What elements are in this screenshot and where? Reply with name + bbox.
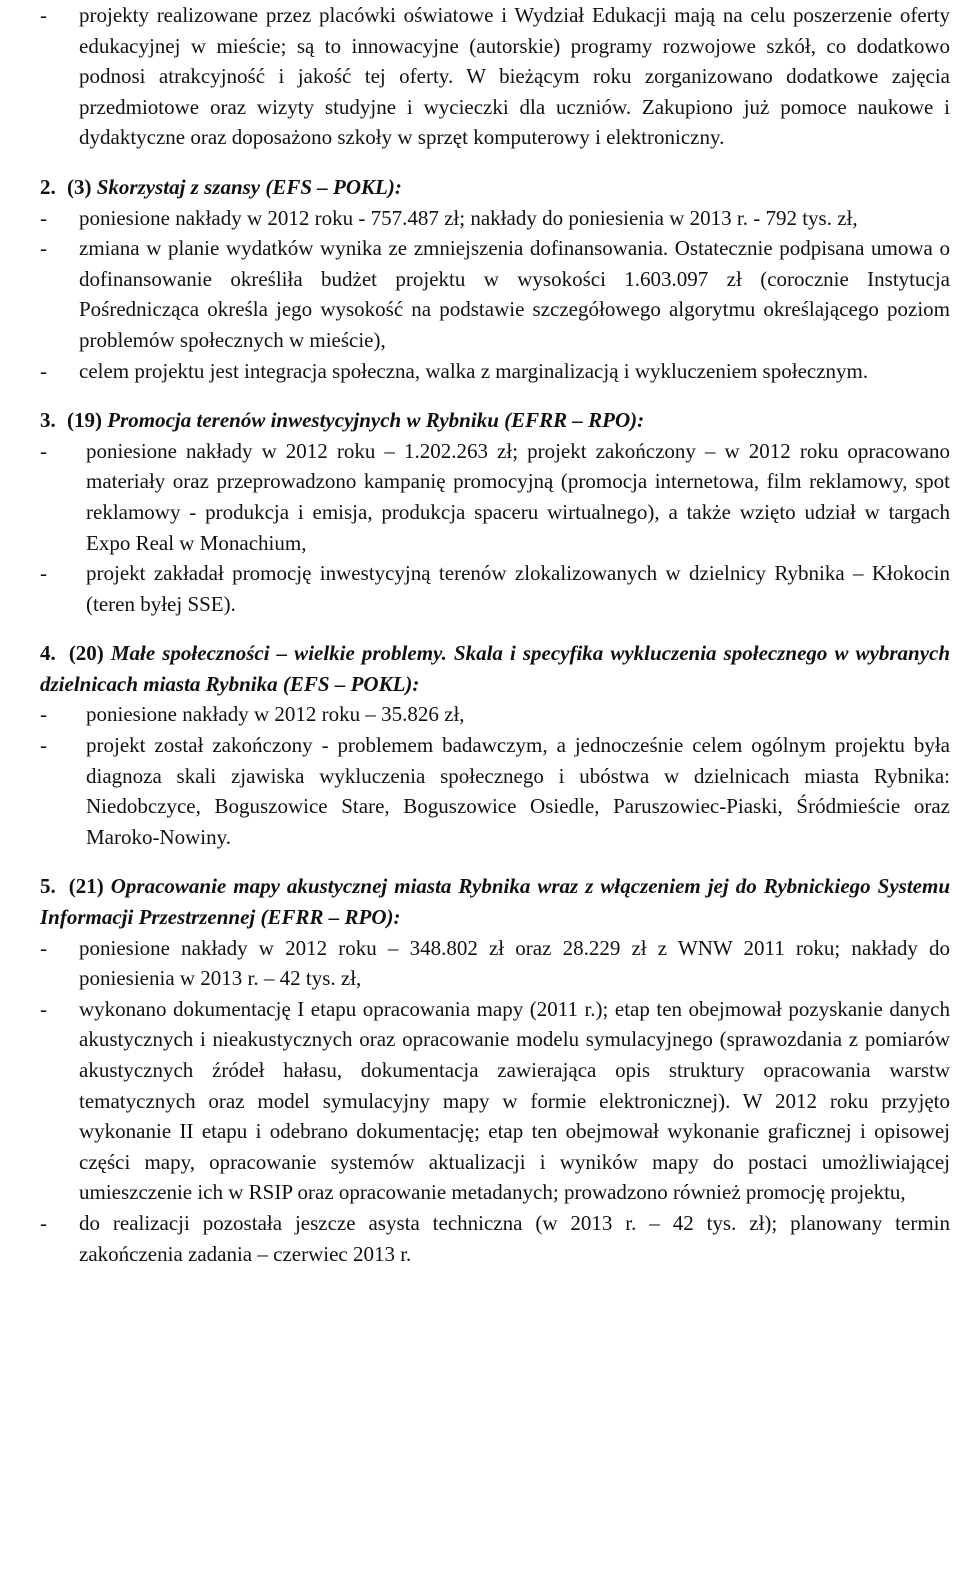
bullet-dash: - bbox=[40, 1210, 47, 1235]
bullet-dash: - bbox=[40, 733, 47, 758]
list-item-text: poniesione nakłady w 2012 roku - 757.487 zł; nakłady do poniesienia w 2013 r. - 792 tys. zł, bbox=[79, 205, 858, 230]
section-title: Opracowanie mapy akustycznej miasta Rybnika wraz z włączeniem jej do Rybnickiego Systemu Informacji Przestrzennej (EFRR – RPO): bbox=[40, 874, 950, 930]
intro-block bbox=[0, 0, 960, 153]
list-item-text: projekt zakładał promocję inwestycyjną terenów zlokalizowanych w dzielnicy Rybnika – Kłokocin (teren byłej SSE). bbox=[86, 561, 950, 616]
section-number: 2. bbox=[40, 174, 56, 199]
bullet-dash: - bbox=[40, 205, 47, 230]
section-2 bbox=[0, 172, 960, 386]
list-item-text: do realizacji pozostała jeszcze asysta techniczna (w 2013 r. – 42 tys. zł); planowany termin zakończenia zadania – czerwiec 2013 r. bbox=[79, 1210, 950, 1266]
section-3 bbox=[0, 405, 960, 619]
list-item bbox=[0, 1208, 960, 1269]
list-item-text: zmiana w planie wydatków wynika ze zmniejszenia dofinansowania. Ostatecznie podpisana umowa o dofinansowanie określiła budżet projektu w wysokości 1.603.097 zł (corocznie Instytucja Pośrednicząca określa jego wysokość na podstawie szczegółowego algorytmu określającego poziom problemów społecznych w mieście), bbox=[79, 236, 950, 352]
list-item-text: projekt został zakończony - problemem badawczym, a jednocześnie celem ogólnym projektu była diagnoza skali zjawiska wykluczenia społecznego i ubóstwa w dzielnicach miasta Rybnika: Niedobczyce, Boguszowice Stare, Boguszowice Osiedle, Paruszowiec-Piaski, Śródmieście oraz Maroko-Nowiny. bbox=[86, 733, 950, 849]
list-item-text: celem projektu jest integracja społeczna, walka z marginalizacją i wykluczeniem społecznym. bbox=[79, 358, 869, 383]
section-heading bbox=[0, 638, 960, 699]
section-number: 3. bbox=[40, 408, 56, 433]
list-item-text: poniesione nakłady w 2012 roku – 1.202.263 zł; projekt zakończony – w 2012 roku opracowano materiały oraz przeprowadzono kampanię promocyjną (promocja internetowa, film reklamowy, spot reklamowy - produkcja i emisja, produkcja spaceru wirtualnego), a także wzięto udział w targach Expo Real w Monachium, bbox=[86, 438, 950, 555]
list-item bbox=[0, 933, 960, 994]
list-item bbox=[0, 699, 960, 730]
list-item bbox=[0, 436, 960, 558]
bullet-dash: - bbox=[40, 236, 47, 261]
section-5 bbox=[0, 871, 960, 1269]
section-4 bbox=[0, 638, 960, 852]
section-heading bbox=[0, 405, 960, 436]
list-item bbox=[0, 233, 960, 355]
list-item bbox=[0, 558, 960, 619]
list-item-text: wykonano dokumentację I etapu opracowania mapy (2011 r.); etap ten obejmował pozyskanie danych akustycznych i nieakustycznych oraz opracowanie modelu symulacyjnego (sprawozdania z pomiarów akustycznych źródeł hałasu, dokumentacja zawierająca opis struktury opracowania warstw tematycznych oraz model symulacyjny mapy w formie elektronicznej). W 2012 roku przyjęto wykonanie II etapu i odebrano dokumentację; etap ten obejmował wykonanie graficznej i opisowej części mapy, opracowanie systemów aktualizacji i wyników mapy do postaci umożliwiającej umieszczenie ich w RSIP oraz opracowanie metadanych; prowadzono również promocję projektu, bbox=[79, 996, 950, 1205]
section-heading bbox=[0, 172, 960, 203]
bullet-dash: - bbox=[40, 561, 47, 586]
list-item bbox=[0, 0, 960, 153]
bullet-dash: - bbox=[40, 3, 47, 27]
section-title: Małe społeczności – wielkie problemy. Skala i specyfika wykluczenia społecznego w wybranych dzielnicach miasta Rybnika (EFS – POKL): bbox=[40, 641, 951, 696]
section-code: (3) bbox=[67, 174, 92, 199]
section-code: (19) bbox=[67, 408, 102, 433]
bullet-dash: - bbox=[40, 438, 47, 463]
section-number: 5. bbox=[40, 874, 56, 899]
list-item-text: poniesione nakłady w 2012 roku – 35.826 zł, bbox=[86, 702, 465, 727]
list-item bbox=[0, 203, 960, 234]
list-item bbox=[0, 730, 960, 852]
list-item-text: poniesione nakłady w 2012 roku – 348.802 zł oraz 28.229 zł z WNW 2011 roku; nakłady do poniesienia w 2013 r. – 42 tys. zł, bbox=[79, 935, 950, 991]
section-title: Promocja terenów inwestycyjnych w Rybniku (EFRR – RPO): bbox=[107, 408, 645, 433]
section-heading bbox=[0, 871, 960, 932]
bullet-dash: - bbox=[40, 996, 47, 1021]
list-item bbox=[0, 356, 960, 387]
bullet-dash: - bbox=[40, 935, 47, 960]
section-number: 4. bbox=[40, 641, 56, 666]
bullet-dash: - bbox=[40, 358, 47, 383]
bullet-dash: - bbox=[40, 702, 47, 727]
section-code: (21) bbox=[68, 874, 104, 899]
section-code: (20) bbox=[68, 641, 104, 666]
list-item-text: projekty realizowane przez placówki oświatowe i Wydział Edukacji mają na celu poszerzenie oferty edukacyjnej w mieście; są to innowacyjne (autorskie) programy rozwojowe szkół, co dodatkowo podnosi atrakcyjność i jakość tej oferty. W bieżącym roku zorganizowano dodatkowe zajęcia przedmiotowe oraz wizyty studyjne i wycieczki dla uczniów. Zakupiono już pomoce naukowe i dydaktyczne oraz doposażono szkoły w sprzęt komputerowy i elektroniczny. bbox=[79, 3, 950, 150]
list-item bbox=[0, 994, 960, 1208]
section-title: Skorzystaj z szansy (EFS – POKL): bbox=[96, 174, 402, 199]
